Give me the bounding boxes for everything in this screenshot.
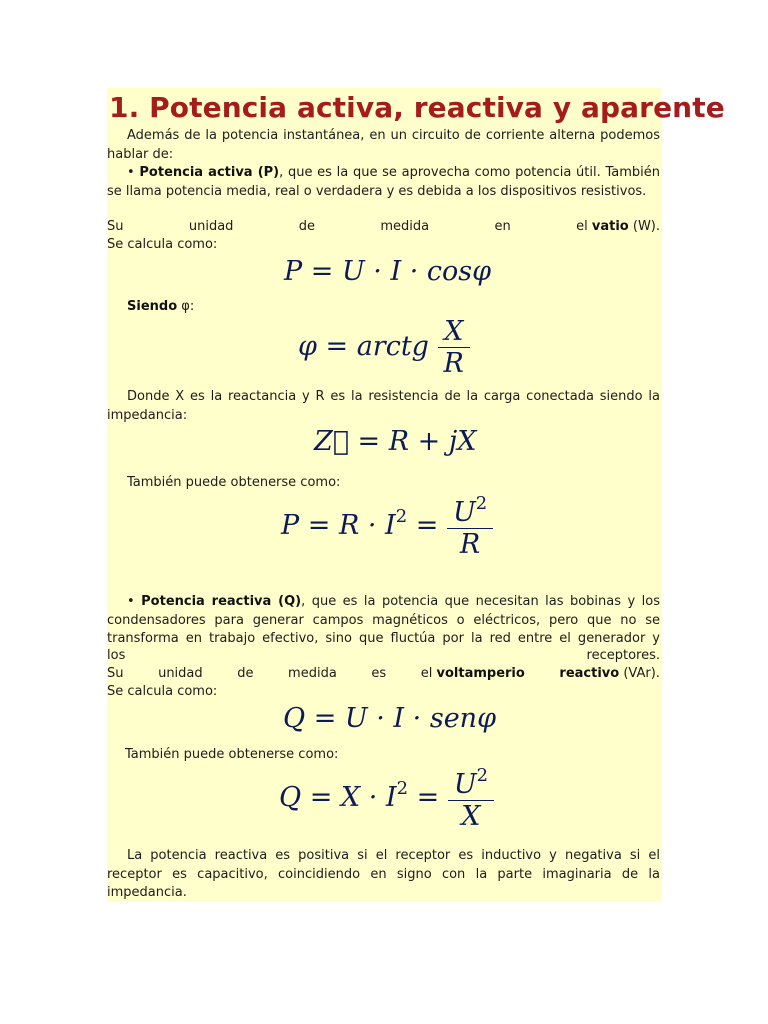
formula-text: Q = U · I · senφ <box>283 703 496 734</box>
unit-word: Su <box>107 666 124 681</box>
siendo-line <box>127 298 327 317</box>
unit-symbol: (VAr). <box>619 666 660 681</box>
equals: = <box>407 510 447 541</box>
reactive-calc-label: Se calcula como: <box>107 684 218 699</box>
unit-name: reactivo <box>559 666 620 681</box>
active-power-paragraph <box>107 164 660 201</box>
active-power-term: Potencia activa (P) <box>139 165 280 180</box>
fraction <box>447 493 493 560</box>
reactive-unit-line <box>107 665 660 684</box>
page-title: 1. Potencia activa, reactiva y aparente <box>109 91 725 124</box>
equals: = <box>408 782 448 813</box>
phase-angle-formula <box>298 316 470 379</box>
exponent: 2 <box>476 765 489 786</box>
unit-word: Su <box>107 219 124 234</box>
numerator-var: U <box>453 769 477 800</box>
bullet: • <box>127 165 135 180</box>
numerator-var: U <box>452 497 476 528</box>
tambien-label-active: También puede obtenerse como: <box>127 475 341 490</box>
active-power-formula-2 <box>281 493 493 560</box>
fraction <box>438 316 470 379</box>
exponent: 2 <box>475 493 488 514</box>
donde-paragraph: Donde X es la reactancia y R es la resistencia de la carga conectada siendo la impedancia: <box>107 389 660 423</box>
unit-word: de <box>237 666 254 681</box>
intro-paragraph: Además de la potencia instantánea, en un circuito de corriente alterna podemos hablar de: <box>107 128 660 162</box>
reactive-power-formula-2 <box>279 765 494 832</box>
active-power-description: , que es la que se aprovecha como potencia útil. También se llama potencia media, real o verdadera y es debida a los dispositivos resistivos. <box>107 165 660 199</box>
closing-paragraph: La potencia reactiva es positiva si el receptor es inductivo y negativa si el receptor es capacitivo, coincidiendo en signo con la parte imaginaria de la impedancia. <box>107 848 660 900</box>
unit-name: vatio <box>591 219 629 234</box>
formula-lhs: φ = arctg <box>298 331 429 362</box>
text-word: receptores. <box>586 648 660 663</box>
unit-name-group <box>421 665 525 684</box>
formula-lhs: Q = X · I <box>279 782 397 813</box>
formula-lhs: P = R · I <box>281 510 396 541</box>
reactive-power-formula <box>283 703 496 734</box>
fraction-numerator <box>448 765 494 800</box>
unit-name-group <box>576 218 660 237</box>
active-unit-line <box>107 218 660 237</box>
reactive-power-description: , que es la potencia que necesitan las bobinas y los condensadores para generar campos magnéticos o eléctricos, pero que no se transforma en trabajo efectivo, sino que fluctúa por la red entre el generador y <box>107 594 660 646</box>
bullet: • <box>127 594 135 609</box>
formula-text: Z⃗ = R + jX <box>314 426 477 457</box>
unit-word: medida <box>288 666 337 681</box>
unit-word: unidad <box>158 666 203 681</box>
fraction <box>448 765 494 832</box>
tambien-label-reactive: También puede obtenerse como: <box>125 747 339 762</box>
unit-name-group-2 <box>559 665 660 684</box>
unit-symbol: (W). <box>628 219 660 234</box>
fraction-denominator: R <box>447 528 493 560</box>
unit-word: es <box>371 666 387 681</box>
active-power-formula <box>284 256 491 287</box>
unit-word: el <box>576 219 588 234</box>
unit-word: en <box>494 219 511 234</box>
siendo-label: Siendo <box>127 299 178 314</box>
unit-word: unidad <box>188 219 234 234</box>
fraction-numerator <box>447 493 493 528</box>
formula-text: P = U · I · cosφ <box>284 256 492 287</box>
reactive-los-line <box>107 647 660 666</box>
unit-word: medida <box>380 219 430 234</box>
fraction-denominator: X <box>448 800 494 832</box>
exponent: 2 <box>396 778 409 799</box>
fraction-numerator: X <box>444 316 464 347</box>
siendo-symbol: φ: <box>177 299 195 314</box>
impedance-formula <box>314 426 476 457</box>
reactive-power-term: Potencia reactiva (Q) <box>141 594 302 609</box>
exponent: 2 <box>395 506 408 527</box>
text-word: los <box>107 648 126 663</box>
active-calc-label: Se calcula como: <box>107 237 218 252</box>
unit-word: de <box>298 219 316 234</box>
fraction-denominator: R <box>438 347 470 379</box>
unit-name: voltamperio <box>436 666 525 681</box>
unit-word: el <box>420 666 433 681</box>
reactive-power-paragraph <box>107 593 660 649</box>
